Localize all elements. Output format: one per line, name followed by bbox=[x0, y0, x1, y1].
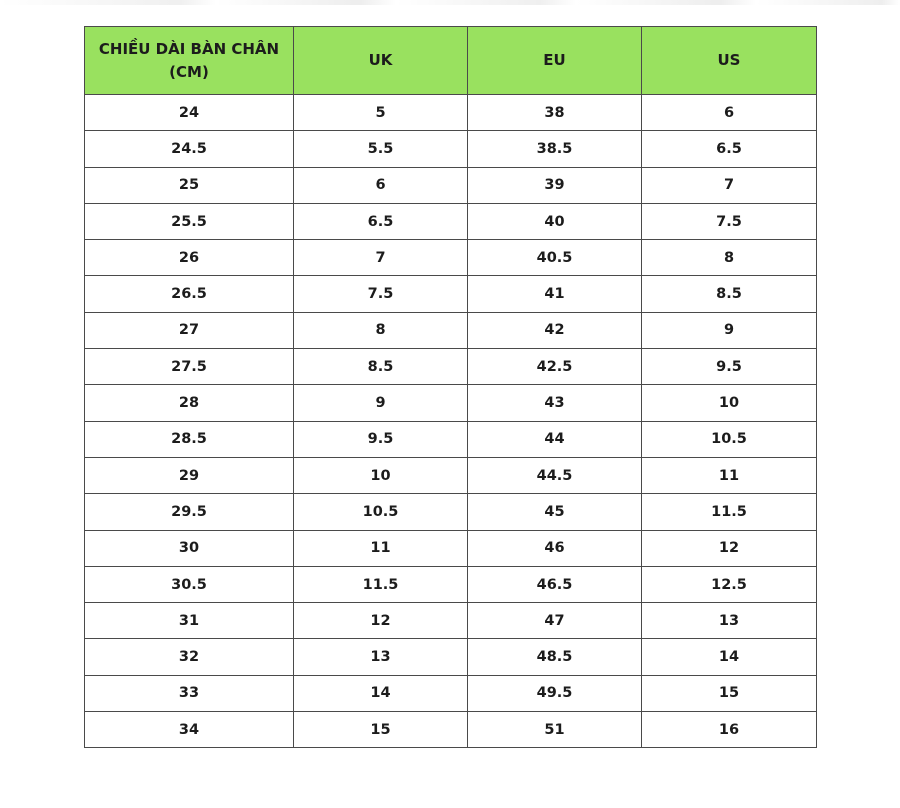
eu-size-cell: 40 bbox=[468, 203, 642, 239]
us-size-cell: 8.5 bbox=[642, 276, 817, 312]
eu-size-cell: 46.5 bbox=[468, 566, 642, 602]
uk-size-cell: 10.5 bbox=[294, 494, 468, 530]
uk-size-cell: 7 bbox=[294, 240, 468, 276]
foot-length-cell: 27.5 bbox=[85, 349, 294, 385]
eu-size-cell: 48.5 bbox=[468, 639, 642, 675]
us-size-cell: 9.5 bbox=[642, 349, 817, 385]
table-header-row bbox=[85, 27, 817, 95]
us-size-cell: 12.5 bbox=[642, 566, 817, 602]
us-size-cell: 10.5 bbox=[642, 421, 817, 457]
uk-size-cell: 10 bbox=[294, 457, 468, 493]
header-foot-length: CHIỀU DÀI BÀN CHÂN (CM) bbox=[85, 27, 294, 95]
eu-size-cell: 40.5 bbox=[468, 240, 642, 276]
us-size-cell: 15 bbox=[642, 675, 817, 711]
eu-size-cell: 41 bbox=[468, 276, 642, 312]
uk-size-cell: 13 bbox=[294, 639, 468, 675]
eu-size-cell: 42.5 bbox=[468, 349, 642, 385]
us-size-cell: 6.5 bbox=[642, 131, 817, 167]
table-row bbox=[85, 95, 817, 131]
foot-length-cell: 29 bbox=[85, 457, 294, 493]
us-size-cell: 8 bbox=[642, 240, 817, 276]
us-size-cell: 11 bbox=[642, 457, 817, 493]
header-uk: UK bbox=[294, 27, 468, 95]
foot-length-cell: 24.5 bbox=[85, 131, 294, 167]
uk-size-cell: 8.5 bbox=[294, 349, 468, 385]
foot-length-cell: 31 bbox=[85, 603, 294, 639]
eu-size-cell: 44 bbox=[468, 421, 642, 457]
foot-length-cell: 28.5 bbox=[85, 421, 294, 457]
table-row bbox=[85, 639, 817, 675]
uk-size-cell: 9.5 bbox=[294, 421, 468, 457]
us-size-cell: 14 bbox=[642, 639, 817, 675]
header-eu: EU bbox=[468, 27, 642, 95]
eu-size-cell: 39 bbox=[468, 167, 642, 203]
uk-size-cell: 6 bbox=[294, 167, 468, 203]
uk-size-cell: 11 bbox=[294, 530, 468, 566]
table-row bbox=[85, 240, 817, 276]
foot-length-cell: 30.5 bbox=[85, 566, 294, 602]
table-row bbox=[85, 494, 817, 530]
foot-length-cell: 28 bbox=[85, 385, 294, 421]
foot-length-cell: 25 bbox=[85, 167, 294, 203]
table-row bbox=[85, 421, 817, 457]
eu-size-cell: 42 bbox=[468, 312, 642, 348]
us-size-cell: 9 bbox=[642, 312, 817, 348]
table-row bbox=[85, 203, 817, 239]
us-size-cell: 7 bbox=[642, 167, 817, 203]
eu-size-cell: 46 bbox=[468, 530, 642, 566]
table-row bbox=[85, 131, 817, 167]
table-row bbox=[85, 167, 817, 203]
uk-size-cell: 7.5 bbox=[294, 276, 468, 312]
table-row bbox=[85, 675, 817, 711]
us-size-cell: 6 bbox=[642, 95, 817, 131]
foot-length-cell: 26 bbox=[85, 240, 294, 276]
uk-size-cell: 11.5 bbox=[294, 566, 468, 602]
us-size-cell: 7.5 bbox=[642, 203, 817, 239]
uk-size-cell: 8 bbox=[294, 312, 468, 348]
table-row bbox=[85, 457, 817, 493]
table-row bbox=[85, 385, 817, 421]
us-size-cell: 11.5 bbox=[642, 494, 817, 530]
cropped-text-strip bbox=[0, 0, 900, 5]
table-row bbox=[85, 712, 817, 748]
uk-size-cell: 12 bbox=[294, 603, 468, 639]
eu-size-cell: 43 bbox=[468, 385, 642, 421]
shoe-size-table bbox=[84, 26, 817, 748]
us-size-cell: 13 bbox=[642, 603, 817, 639]
table-row bbox=[85, 312, 817, 348]
us-size-cell: 16 bbox=[642, 712, 817, 748]
foot-length-cell: 33 bbox=[85, 675, 294, 711]
eu-size-cell: 44.5 bbox=[468, 457, 642, 493]
foot-length-cell: 32 bbox=[85, 639, 294, 675]
foot-length-cell: 24 bbox=[85, 95, 294, 131]
table-row bbox=[85, 276, 817, 312]
foot-length-cell: 26.5 bbox=[85, 276, 294, 312]
eu-size-cell: 47 bbox=[468, 603, 642, 639]
eu-size-cell: 38.5 bbox=[468, 131, 642, 167]
foot-length-cell: 29.5 bbox=[85, 494, 294, 530]
foot-length-cell: 30 bbox=[85, 530, 294, 566]
uk-size-cell: 5 bbox=[294, 95, 468, 131]
eu-size-cell: 49.5 bbox=[468, 675, 642, 711]
uk-size-cell: 15 bbox=[294, 712, 468, 748]
foot-length-cell: 27 bbox=[85, 312, 294, 348]
us-size-cell: 10 bbox=[642, 385, 817, 421]
table-row bbox=[85, 566, 817, 602]
eu-size-cell: 45 bbox=[468, 494, 642, 530]
uk-size-cell: 9 bbox=[294, 385, 468, 421]
foot-length-cell: 34 bbox=[85, 712, 294, 748]
foot-length-cell: 25.5 bbox=[85, 203, 294, 239]
uk-size-cell: 5.5 bbox=[294, 131, 468, 167]
table-body bbox=[85, 95, 817, 748]
us-size-cell: 12 bbox=[642, 530, 817, 566]
table-row bbox=[85, 603, 817, 639]
uk-size-cell: 14 bbox=[294, 675, 468, 711]
uk-size-cell: 6.5 bbox=[294, 203, 468, 239]
header-us: US bbox=[642, 27, 817, 95]
eu-size-cell: 38 bbox=[468, 95, 642, 131]
table-row bbox=[85, 530, 817, 566]
eu-size-cell: 51 bbox=[468, 712, 642, 748]
table-row bbox=[85, 349, 817, 385]
